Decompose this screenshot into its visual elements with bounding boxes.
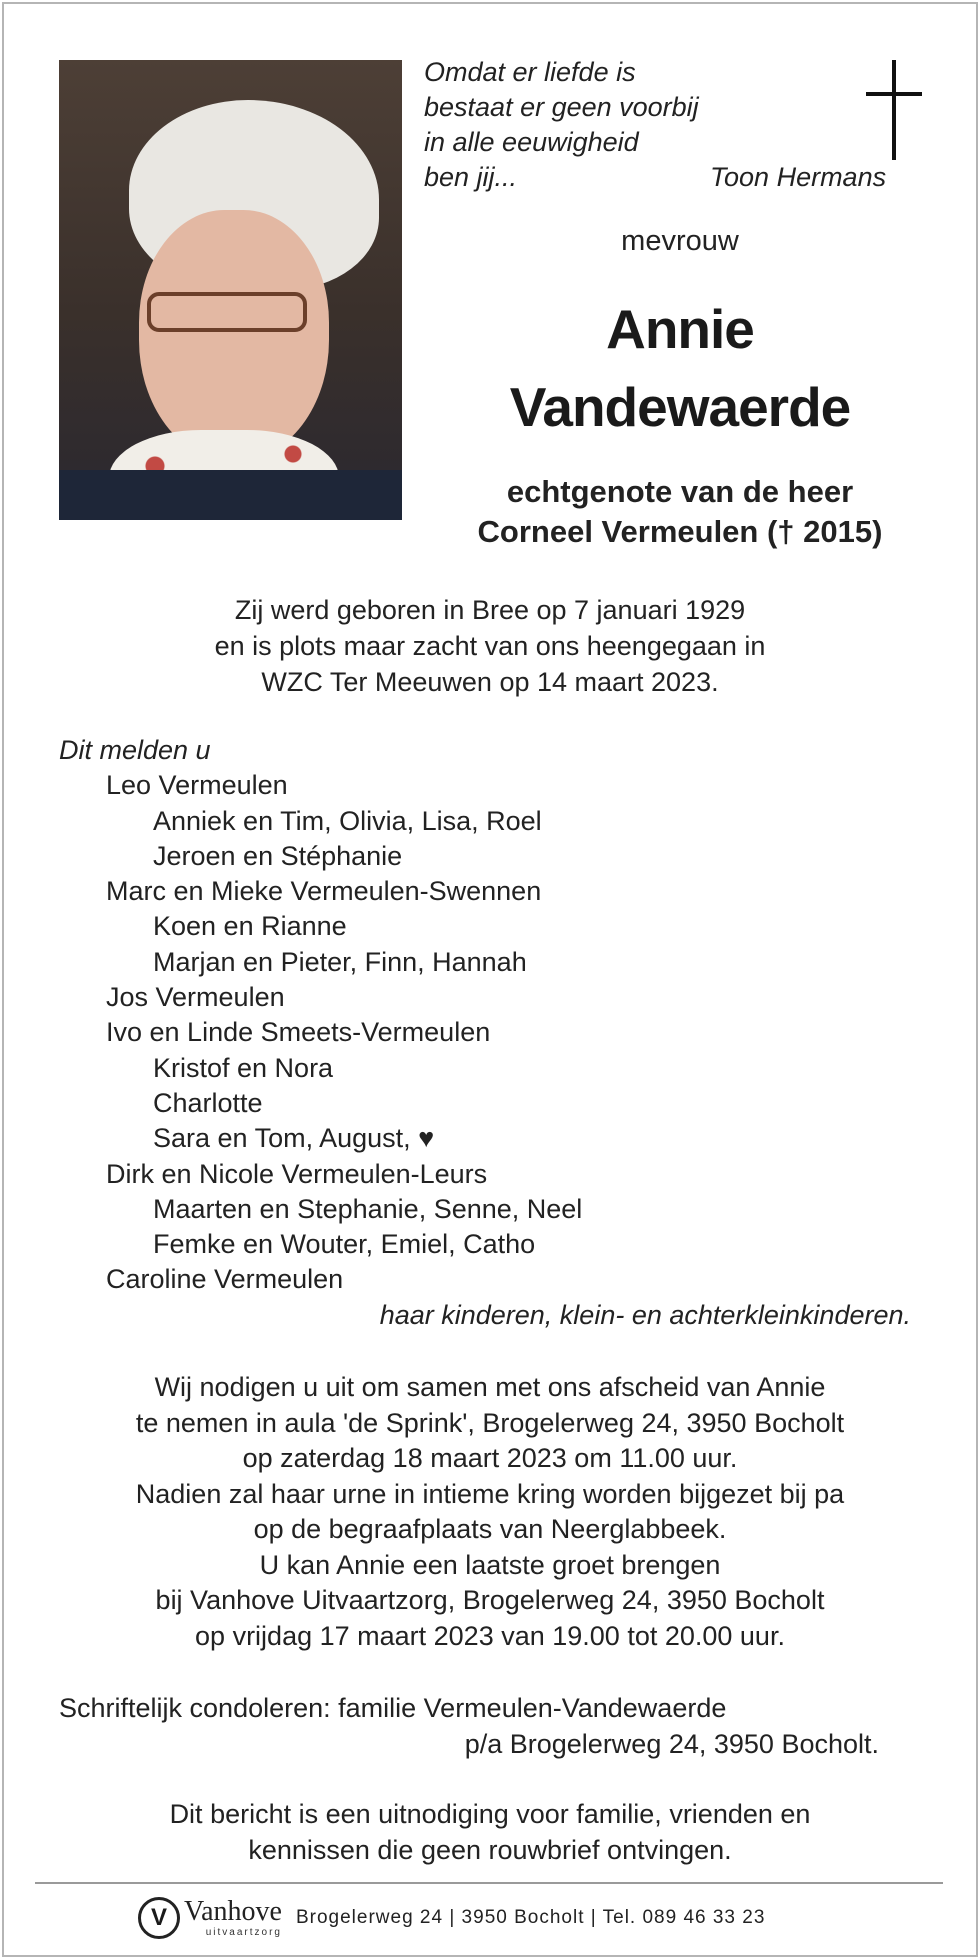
deceased-name <box>420 290 940 446</box>
announcement-line: en is plots maar zacht van ons heengegaan in <box>214 631 766 661</box>
last-name: Vandewaerde <box>509 376 851 438</box>
ceremony-invitation <box>40 1370 940 1654</box>
invitation-line: op vrijdag 17 maart 2023 van 19.00 tot 20.00 uur. <box>195 1620 785 1651</box>
family-list <box>59 733 919 1333</box>
family-member: Jeroen en Stéphanie <box>153 840 403 871</box>
footer-address: Brogelerweg 24 | 3950 Bocholt | Tel. 089 46 33 23 <box>295 1907 766 1928</box>
family-member: Marjan en Pieter, Finn, Hannah <box>153 946 527 977</box>
notice <box>40 1796 940 1868</box>
brand-subtitle: uitvaartzorg <box>205 1927 282 1938</box>
announcement-line: WZC Ter Meeuwen op 14 maart 2023. <box>261 667 719 697</box>
brand-name: Vanhove <box>184 1896 282 1927</box>
family-intro: Dit melden u <box>59 735 211 765</box>
poem-line: Omdat er liefde is <box>424 57 636 87</box>
announcement-line: Zij werd geboren in Bree op 7 januari 1929 <box>234 595 746 625</box>
condolences-address: p/a Brogelerweg 24, 3950 Bocholt. <box>464 1729 879 1759</box>
family-member: Kristof en Nora <box>153 1052 334 1083</box>
invitation-line: Wij nodigen u uit om samen met ons afscheid van Annie <box>154 1372 826 1402</box>
family-member: Anniek en Tim, Olivia, Lisa, Roel <box>153 805 542 836</box>
portrait-photo <box>59 60 402 520</box>
cross-icon <box>866 60 922 160</box>
spouse-line: echtgenote van de heer <box>506 474 854 509</box>
footer-divider <box>35 1882 943 1884</box>
invitation-line: U kan Annie een laatste groet brengen <box>259 1549 721 1580</box>
family-closing: haar kinderen, klein- en achterkleinkinderen. <box>379 1299 911 1330</box>
family-member: Sara en Tom, August, ♥ <box>153 1123 435 1154</box>
family-member: Dirk en Nicole Vermeulen-Leurs <box>106 1158 488 1189</box>
family-member: Jos Vermeulen <box>106 982 285 1013</box>
family-member: Maarten en Stephanie, Senne, Neel <box>153 1193 583 1224</box>
first-name: Annie <box>606 298 754 360</box>
spouse-info <box>420 472 940 552</box>
invitation-line: op de begraafplaats van Neerglabbeek. <box>253 1514 727 1544</box>
family-member: Marc en Mieke Vermeulen-Swennen <box>106 876 542 907</box>
spouse-line: Corneel Vermeulen († 2015) <box>477 514 883 549</box>
condolences <box>59 1690 879 1762</box>
invitation-line: bij Vanhove Uitvaartzorg, Brogelerweg 24, 3950 Bocholt <box>155 1585 825 1615</box>
notice-line: kennissen die geen rouwbrief ontvingen. <box>248 1835 732 1865</box>
condolences-line: Schriftelijk condoleren: familie Vermeulen-Vandewaerde <box>59 1693 727 1723</box>
invitation-line: op zaterdag 18 maart 2023 om 11.00 uur. <box>242 1443 738 1473</box>
family-member: Leo Vermeulen <box>106 770 288 801</box>
invitation-line: te nemen in aula 'de Sprink', Brogelerweg 24, 3950 Bocholt <box>135 1407 845 1438</box>
family-member: Ivo en Linde Smeets-Vermeulen <box>106 1017 491 1048</box>
family-member: Charlotte <box>153 1087 263 1118</box>
footer <box>138 1890 765 1946</box>
family-member: Caroline Vermeulen <box>106 1264 344 1295</box>
family-member: Koen en Rianne <box>153 911 347 942</box>
poem-author: Toon Hermans <box>710 162 887 192</box>
brand-logo <box>184 1898 282 1938</box>
poem <box>424 55 924 195</box>
vanhove-logo-icon: V <box>138 1897 180 1939</box>
family-member: Femke en Wouter, Emiel, Catho <box>153 1229 536 1260</box>
notice-line: Dit bericht is een uitnodiging voor familie, vrienden en <box>169 1799 811 1829</box>
poem-line: in alle eeuwigheid <box>424 127 639 157</box>
invitation-line: Nadien zal haar urne in intieme kring worden bijgezet bij pa <box>135 1478 845 1509</box>
honorific: mevrouw <box>621 225 739 257</box>
poem-line: ben jij... <box>424 162 518 192</box>
birth-death-announcement <box>40 592 940 700</box>
poem-line: bestaat er geen voorbij <box>424 92 699 122</box>
